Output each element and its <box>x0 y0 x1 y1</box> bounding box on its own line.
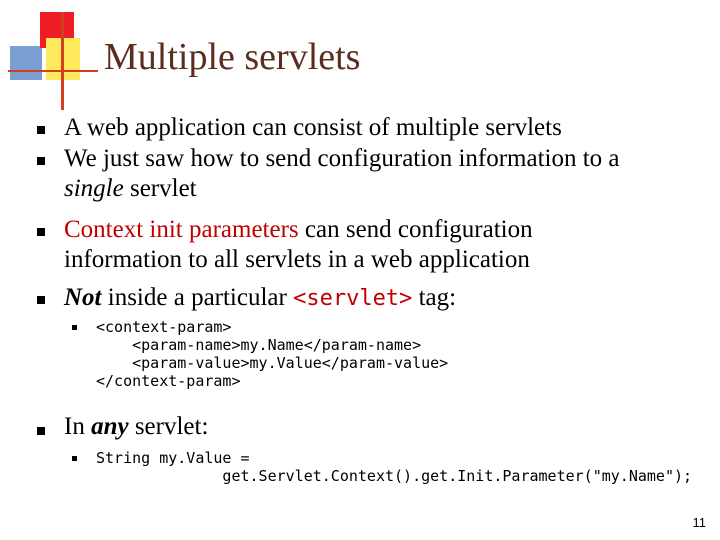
context-param-code <box>96 318 448 390</box>
logo-vertical-line <box>61 12 64 110</box>
bullet-3-line-2: information to all servlets in a web application <box>64 246 530 273</box>
bold-italic-not: Not <box>64 284 102 311</box>
bullet-2-line-1: We just saw how to send configuration information to a <box>64 145 620 172</box>
slide-logo <box>0 0 110 110</box>
bullet-3-line-1 <box>64 215 533 245</box>
bullet-4-text <box>64 283 456 314</box>
logo-horizontal-line <box>8 70 98 72</box>
bullet-marker <box>37 228 45 236</box>
code-line: <param-value>my.Value</param-value> <box>96 354 449 372</box>
bullet-5-prefix: In <box>64 413 92 440</box>
bullet-marker <box>37 126 45 134</box>
bullet-marker <box>37 296 45 304</box>
sub-bullet-marker <box>72 456 77 461</box>
bullet-1-text: A web application can consist of multiple servlets <box>64 114 562 141</box>
slide-title: Multiple servlets <box>104 36 361 78</box>
code-line: <context-param> <box>96 318 232 336</box>
code-line: <param-name>my.Name</param-name> <box>96 336 422 354</box>
bullet-5-text <box>64 412 208 442</box>
page-number: 11 <box>692 515 706 530</box>
code-line: String my.Value = <box>96 449 250 467</box>
bullet-4-rest-1: inside a particular <box>101 284 294 311</box>
sub-bullet-marker <box>72 325 77 330</box>
context-init-params-text: Context init parameters <box>64 216 299 243</box>
code-line: get.Servlet.Context().get.Init.Parameter("my.Name"); <box>96 467 693 485</box>
bullet-4-rest-2: tag: <box>412 284 457 311</box>
bullet-2-rest: servlet <box>123 175 197 202</box>
bullet-3-rest: can send configuration <box>298 216 533 243</box>
bullet-5-rest: servlet: <box>128 413 209 440</box>
italic-single: single <box>64 175 124 202</box>
bold-italic-any: any <box>91 413 129 440</box>
servlet-tag: <servlet> <box>293 286 413 311</box>
servlet-code <box>96 449 692 485</box>
code-line: </context-param> <box>96 372 241 390</box>
bullet-marker <box>37 157 45 165</box>
bullet-marker <box>37 427 45 435</box>
logo-blue-square <box>10 46 42 80</box>
bullet-2-line-2 <box>64 174 197 204</box>
